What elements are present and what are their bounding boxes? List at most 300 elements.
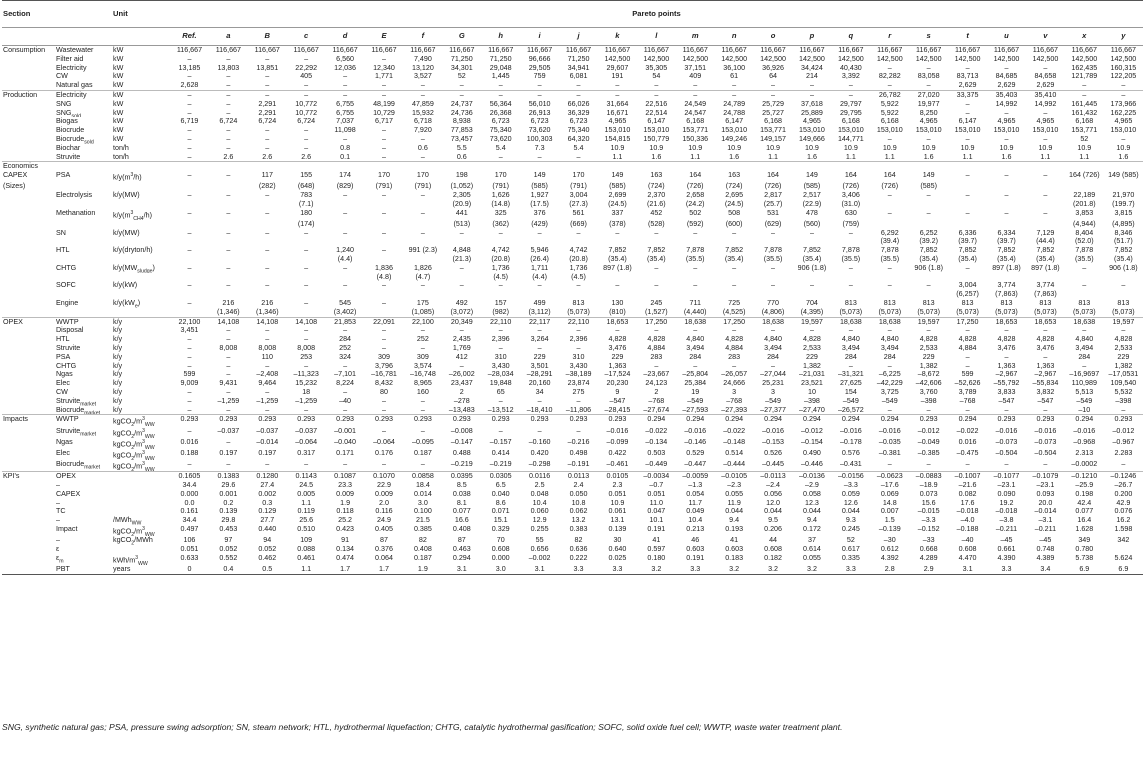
- row-section: [2, 220, 55, 229]
- table-cell: 7,852: [725, 246, 744, 255]
- table-cell: 0.055: [803, 553, 821, 562]
- table-cell: –: [887, 405, 892, 414]
- table-cell: 6,336: [958, 228, 977, 237]
- table-cell: 37: [807, 536, 816, 545]
- table-cell: 3,853: [1075, 208, 1094, 217]
- table-cell: 0.129: [258, 507, 277, 516]
- table-cell: –: [265, 81, 270, 90]
- table-cell: –: [965, 352, 970, 361]
- table-cell: 153,010: [799, 126, 825, 135]
- table-cell: [209, 162, 248, 171]
- table-cell: 22,100: [403, 317, 442, 326]
- table-cell: –: [304, 126, 309, 135]
- table-cell: –27,377: [760, 405, 786, 414]
- table-cell: 599: [961, 370, 974, 379]
- table-cell: –: [226, 361, 231, 370]
- table-cell: 155: [300, 171, 313, 180]
- table-cell: 153,010: [915, 126, 942, 135]
- table-cell: 229: [533, 352, 546, 361]
- table-cell: 5,922: [880, 99, 899, 108]
- table-cell: 149: [922, 171, 935, 180]
- table-row: [2, 81, 1143, 90]
- table-cell: 153,010: [876, 126, 903, 135]
- table-cell: (4,895): [1112, 219, 1135, 228]
- row-item: Filter aid: [56, 54, 84, 63]
- table-cell: 116,667: [754, 46, 793, 55]
- row-item: –: [56, 536, 60, 545]
- row-section: (Sizes): [3, 182, 26, 191]
- table-cell: [326, 200, 365, 209]
- table-cell: –: [732, 81, 737, 90]
- table-cell: [520, 162, 559, 171]
- table-cell: 2.5: [534, 481, 545, 490]
- column-header-o: o: [754, 28, 793, 46]
- table-cell: –: [1121, 134, 1126, 143]
- row-item: Biocrude$_{market}$: [56, 405, 101, 415]
- table-cell: 61: [730, 72, 739, 81]
- table-cell: 13,851: [256, 63, 279, 72]
- row-unit: [112, 472, 170, 481]
- table-cell: –27,674: [643, 405, 670, 414]
- table-cell: (7,863): [995, 290, 1018, 299]
- table-cell: [209, 290, 248, 299]
- table-cell: (39.2): [919, 237, 938, 246]
- table-cell: [403, 290, 442, 299]
- table-cell: [403, 255, 442, 264]
- table-cell: 122,205: [1110, 72, 1137, 81]
- table-cell: –2,967: [995, 370, 1018, 379]
- table-cell: [637, 290, 676, 299]
- table-cell: –: [304, 134, 309, 143]
- table-cell: –: [537, 396, 542, 405]
- table-cell: 56,010: [528, 99, 551, 108]
- table-cell: 14,108: [287, 317, 326, 326]
- table-cell: 14,992: [1034, 99, 1057, 108]
- table-cell: 14.8: [882, 498, 897, 507]
- table-cell: –0.191: [567, 460, 590, 469]
- table-cell: 0.293: [209, 415, 248, 427]
- table-cell: 82: [418, 536, 427, 545]
- table-cell: 149,666: [799, 134, 825, 143]
- table-cell: –: [226, 437, 231, 446]
- table-cell: –: [1043, 460, 1048, 469]
- table-cell: [248, 220, 287, 229]
- table-cell: 153,010: [993, 126, 1020, 135]
- row-unit: [112, 490, 170, 499]
- table-cell: 5.738: [1075, 553, 1094, 562]
- row-section: [2, 273, 55, 282]
- table-cell: 80: [380, 388, 388, 397]
- table-cell: 153,010: [721, 126, 748, 135]
- table-cell: 0: [170, 565, 209, 574]
- table-cell: –: [809, 281, 814, 290]
- table-cell: –: [187, 72, 192, 81]
- table-cell: 813: [1000, 299, 1013, 308]
- table-cell: –25.9: [1075, 481, 1094, 490]
- table-cell: –: [1043, 326, 1048, 335]
- table-cell: –18,410: [526, 405, 553, 414]
- table-cell: –398: [920, 396, 937, 405]
- table-cell: –: [265, 326, 270, 335]
- row-section: [2, 191, 55, 200]
- table-cell: (726): [842, 182, 860, 191]
- table-cell: [793, 290, 832, 299]
- row-unit: k/y: [112, 317, 170, 326]
- table-cell: 229: [1117, 352, 1130, 361]
- table-cell: 10.9: [882, 143, 897, 152]
- table-cell: –: [1043, 191, 1048, 200]
- table-cell: (4,944): [1072, 219, 1096, 228]
- row-item: [55, 255, 112, 264]
- table-cell: [170, 255, 209, 264]
- table-cell: 16,671: [606, 108, 629, 117]
- table-cell: 170: [378, 171, 390, 180]
- table-cell: 0.161: [180, 507, 199, 516]
- table-cell: 0.462: [258, 553, 277, 562]
- table-cell: –: [1043, 171, 1048, 180]
- table-cell: –1,259: [217, 396, 240, 405]
- table-cell: –: [1104, 90, 1143, 99]
- table-cell: 0.171: [336, 448, 355, 457]
- table-cell: 0.198: [1075, 489, 1094, 498]
- table-cell: –: [381, 143, 386, 152]
- table-row: [2, 507, 1143, 516]
- table-cell: –: [1004, 108, 1009, 117]
- table-cell: 2,695: [725, 191, 744, 200]
- table-cell: –: [187, 126, 192, 135]
- table-cell: [209, 200, 248, 209]
- table-cell: –0.504: [995, 448, 1018, 457]
- table-cell: –38,189: [565, 370, 592, 379]
- table-cell: 29,505: [528, 63, 551, 72]
- table-cell: (4.8): [376, 272, 392, 281]
- table-cell: 10.9: [960, 143, 975, 152]
- table-cell: 75,340: [489, 126, 512, 135]
- table-cell: –: [381, 344, 386, 353]
- row-item: Methanation: [56, 208, 96, 217]
- table-cell: –: [965, 326, 970, 335]
- table-cell: 100,303: [526, 134, 553, 143]
- table-cell: –1,259: [295, 396, 318, 405]
- table-cell: 153,010: [604, 126, 631, 135]
- table-cell: –2.4: [766, 481, 780, 490]
- row-item: Natural gas: [56, 81, 93, 90]
- table-cell: [520, 237, 559, 246]
- row-item: Biocrude: [56, 126, 85, 135]
- table-cell: 1.7: [326, 565, 365, 574]
- table-cell: 6,755: [336, 108, 355, 117]
- table-cell: –: [1004, 326, 1009, 335]
- table-cell: (3,402): [333, 307, 357, 316]
- table-cell: 142,500: [915, 54, 942, 63]
- table-cell: (1,346): [217, 307, 240, 316]
- table-cell: 110: [261, 352, 273, 361]
- table-cell: [598, 273, 637, 282]
- table-cell: (39.7): [997, 237, 1016, 246]
- table-cell: 599: [183, 370, 196, 379]
- table-cell: (3,072): [450, 307, 474, 316]
- row-section: [2, 326, 55, 335]
- table-cell: 0.656: [530, 545, 549, 554]
- table-cell: 52: [846, 536, 855, 545]
- table-cell: 6,292: [880, 228, 899, 237]
- table-cell: –0.178: [839, 437, 862, 446]
- table-cell: –: [693, 81, 698, 90]
- table-cell: 499: [533, 299, 546, 308]
- table-cell: 7,852: [919, 246, 938, 255]
- table-cell: [1026, 220, 1065, 229]
- table-cell: (21.6): [647, 199, 666, 208]
- table-cell: –: [226, 143, 231, 152]
- table-cell: –768: [648, 396, 665, 405]
- table-cell: 0.552: [219, 553, 238, 562]
- table-cell: 0.423: [336, 525, 355, 534]
- table-cell: (27.3): [569, 199, 588, 208]
- table-cell: –0.211: [1034, 525, 1057, 534]
- table-cell: (4,440): [683, 307, 707, 316]
- table-cell: 0.661: [997, 545, 1016, 554]
- table-cell: 6,724: [258, 117, 277, 126]
- table-cell: 4,884: [958, 344, 977, 353]
- row-unit: [112, 200, 170, 209]
- table-cell: 245: [650, 299, 663, 308]
- table-cell: (4.5): [571, 272, 586, 281]
- row-unit: $k/y(kW_e)$: [113, 299, 141, 308]
- table-cell: 2,435: [452, 335, 471, 344]
- table-cell: –0.022: [956, 426, 979, 435]
- table-cell: 813: [1078, 299, 1091, 308]
- row-item: Struvite$_{market}$: [56, 396, 97, 406]
- table-row: [2, 220, 1143, 229]
- table-cell: –0.037: [217, 426, 240, 435]
- table-cell: 2.3: [612, 481, 623, 490]
- table-cell: 0.073: [919, 489, 938, 498]
- table-cell: 284: [883, 352, 896, 361]
- table-cell: –: [226, 388, 231, 397]
- table-cell: –: [265, 263, 270, 272]
- table-cell: –: [187, 152, 192, 161]
- table-cell: –: [226, 134, 231, 143]
- table-cell: –: [304, 54, 309, 63]
- table-cell: 0.293: [403, 415, 442, 427]
- table-cell: –: [226, 208, 231, 217]
- table-cell: 4,742: [491, 246, 510, 255]
- table-cell: (759): [842, 219, 860, 228]
- table-cell: –: [654, 81, 659, 90]
- row-section: [2, 438, 55, 449]
- table-cell: 0.044: [725, 507, 744, 516]
- table-cell: [909, 200, 948, 209]
- table-cell: 2.0: [379, 498, 389, 507]
- table-cell: 0.293: [481, 415, 520, 427]
- table-cell: 4.390: [997, 553, 1016, 562]
- table-cell: 116,667: [1065, 46, 1104, 55]
- table-row: [2, 554, 1143, 565]
- table-cell: 1.1: [884, 152, 895, 161]
- table-cell: 22,110: [481, 317, 520, 326]
- row-unit: k/y(MW): [113, 191, 140, 200]
- pareto-points-header: Pareto points: [170, 1, 1143, 28]
- row-item: Struvite: [56, 152, 81, 161]
- table-cell: 6,723: [569, 117, 588, 126]
- table-cell: 0.051: [647, 489, 666, 498]
- table-cell: 25.2: [338, 516, 353, 525]
- table-cell: 191: [611, 72, 624, 81]
- table-cell: 11.9: [727, 498, 741, 507]
- row-unit: [112, 290, 170, 299]
- table-cell: –2,408: [256, 370, 279, 379]
- table-cell: 3,494: [764, 344, 782, 353]
- table-cell: 25,384: [684, 379, 707, 388]
- table-cell: 6,147: [958, 117, 977, 126]
- table-row: [2, 55, 1143, 64]
- table-cell: –: [693, 281, 698, 290]
- table-cell: 116,667: [715, 46, 754, 55]
- pareto-table: [2, 0, 1143, 575]
- table-cell: 1,736: [491, 263, 510, 272]
- table-cell: –: [209, 90, 248, 99]
- table-cell: –: [732, 228, 737, 237]
- table-cell: –: [537, 152, 542, 161]
- table-cell: 3.2: [754, 565, 793, 574]
- table-cell: 0.385: [413, 525, 432, 534]
- table-cell: 7,490: [413, 54, 432, 63]
- table-cell: (378): [609, 219, 626, 228]
- table-cell: 452: [650, 208, 663, 217]
- table-cell: –: [420, 281, 425, 290]
- table-cell: 0.038: [452, 489, 471, 498]
- table-cell: [831, 162, 870, 171]
- table-row: [2, 397, 1143, 406]
- table-cell: [209, 255, 248, 264]
- table-cell: –: [226, 72, 231, 81]
- table-cell: –0.447: [684, 460, 707, 469]
- table-cell: 27.7: [260, 516, 275, 525]
- table-cell: 5.624: [1114, 553, 1133, 562]
- table-cell: –: [420, 405, 425, 414]
- table-cell: [1065, 290, 1104, 299]
- table-cell: 149,246: [721, 134, 748, 143]
- table-row: [2, 171, 1143, 182]
- row-unit: k/y: [113, 352, 123, 361]
- table-cell: –: [926, 460, 931, 469]
- table-cell: 337: [611, 208, 624, 217]
- table-cell: –: [381, 81, 386, 90]
- table-cell: –: [887, 361, 892, 370]
- table-cell: [715, 237, 754, 246]
- table-cell: (14.8): [491, 199, 511, 208]
- table-cell: 164 (726): [1069, 171, 1100, 180]
- table-cell: 27,020: [909, 90, 948, 99]
- table-cell: 0.640: [608, 545, 627, 554]
- table-cell: (726): [686, 182, 704, 191]
- table-cell: 24,549: [684, 99, 707, 108]
- table-cell: 8,008: [297, 344, 316, 353]
- table-cell: 0.044: [803, 507, 821, 516]
- column-header-h: h: [481, 28, 520, 46]
- column-header-a: a: [209, 28, 248, 46]
- table-cell: 0.0113: [559, 472, 598, 481]
- table-cell: –: [442, 90, 481, 99]
- table-cell: [481, 162, 520, 171]
- table-cell: –: [265, 281, 270, 290]
- table-cell: [676, 162, 715, 171]
- table-cell: 4,828: [803, 335, 821, 344]
- table-cell: 2,629: [958, 81, 977, 90]
- table-cell: –: [343, 208, 348, 217]
- table-cell: –16,781: [371, 370, 397, 379]
- row-item: [55, 220, 112, 229]
- table-cell: –: [343, 134, 348, 143]
- table-cell: 0.005: [297, 489, 316, 498]
- table-cell: 229: [611, 352, 624, 361]
- table-cell: 1.9: [340, 498, 351, 507]
- table-cell: 284: [844, 352, 857, 361]
- table-cell: [1065, 273, 1104, 282]
- table-cell: 142,500: [1032, 54, 1059, 63]
- table-cell: –: [771, 281, 776, 290]
- table-cell: –: [887, 208, 892, 217]
- table-cell: –: [226, 281, 231, 290]
- table-cell: 116,667: [831, 46, 870, 55]
- column-header-q: q: [831, 28, 870, 46]
- table-cell: 0.009: [336, 489, 355, 498]
- table-cell: 0.040: [491, 489, 510, 498]
- row-section: [2, 449, 55, 460]
- table-cell: 813: [1117, 299, 1130, 308]
- table-cell: –: [1082, 361, 1087, 370]
- table-cell: –2.3: [727, 481, 742, 490]
- row-item: Disposal: [56, 326, 84, 335]
- table-cell: 0.047: [647, 507, 666, 516]
- table-cell: 3,264: [530, 335, 549, 344]
- table-cell: 6,168: [1075, 117, 1094, 126]
- table-cell: (7,863): [1034, 290, 1057, 299]
- table-cell: –: [1004, 352, 1009, 361]
- table-cell: 0.044: [841, 507, 860, 516]
- table-cell: 3,494: [1075, 344, 1094, 353]
- table-cell: 150,779: [643, 134, 670, 143]
- row-item: Struvite: [56, 344, 81, 353]
- table-cell: 0.139: [608, 525, 627, 534]
- table-cell: [170, 308, 209, 317]
- table-cell: (35.4): [724, 255, 744, 264]
- table-cell: –0.968: [1073, 437, 1096, 446]
- table-cell: 711: [689, 299, 701, 308]
- table-cell: 97: [224, 536, 233, 545]
- row-unit: k/y: [113, 326, 123, 335]
- row-section: Production: [2, 90, 55, 99]
- table-cell: –17,0531: [1108, 370, 1139, 379]
- table-cell: 7,852: [803, 246, 821, 255]
- table-cell: 36,100: [723, 63, 746, 72]
- row-unit: k/y: [113, 396, 123, 405]
- table-cell: 116,667: [326, 46, 365, 55]
- table-cell: –0.157: [489, 437, 512, 446]
- table-cell: 4,965: [919, 117, 938, 126]
- table-row: [2, 362, 1143, 371]
- row-unit: k/y(kW): [113, 281, 138, 290]
- table-cell: 3.2: [793, 565, 832, 574]
- table-cell: –26,002: [448, 370, 475, 379]
- table-cell: –: [615, 81, 620, 90]
- table-cell: 813: [961, 299, 974, 308]
- table-cell: (585): [920, 182, 937, 191]
- table-cell: [209, 237, 248, 246]
- table-cell: [870, 273, 909, 282]
- row-unit: years: [112, 565, 170, 574]
- table-cell: 18: [302, 388, 311, 397]
